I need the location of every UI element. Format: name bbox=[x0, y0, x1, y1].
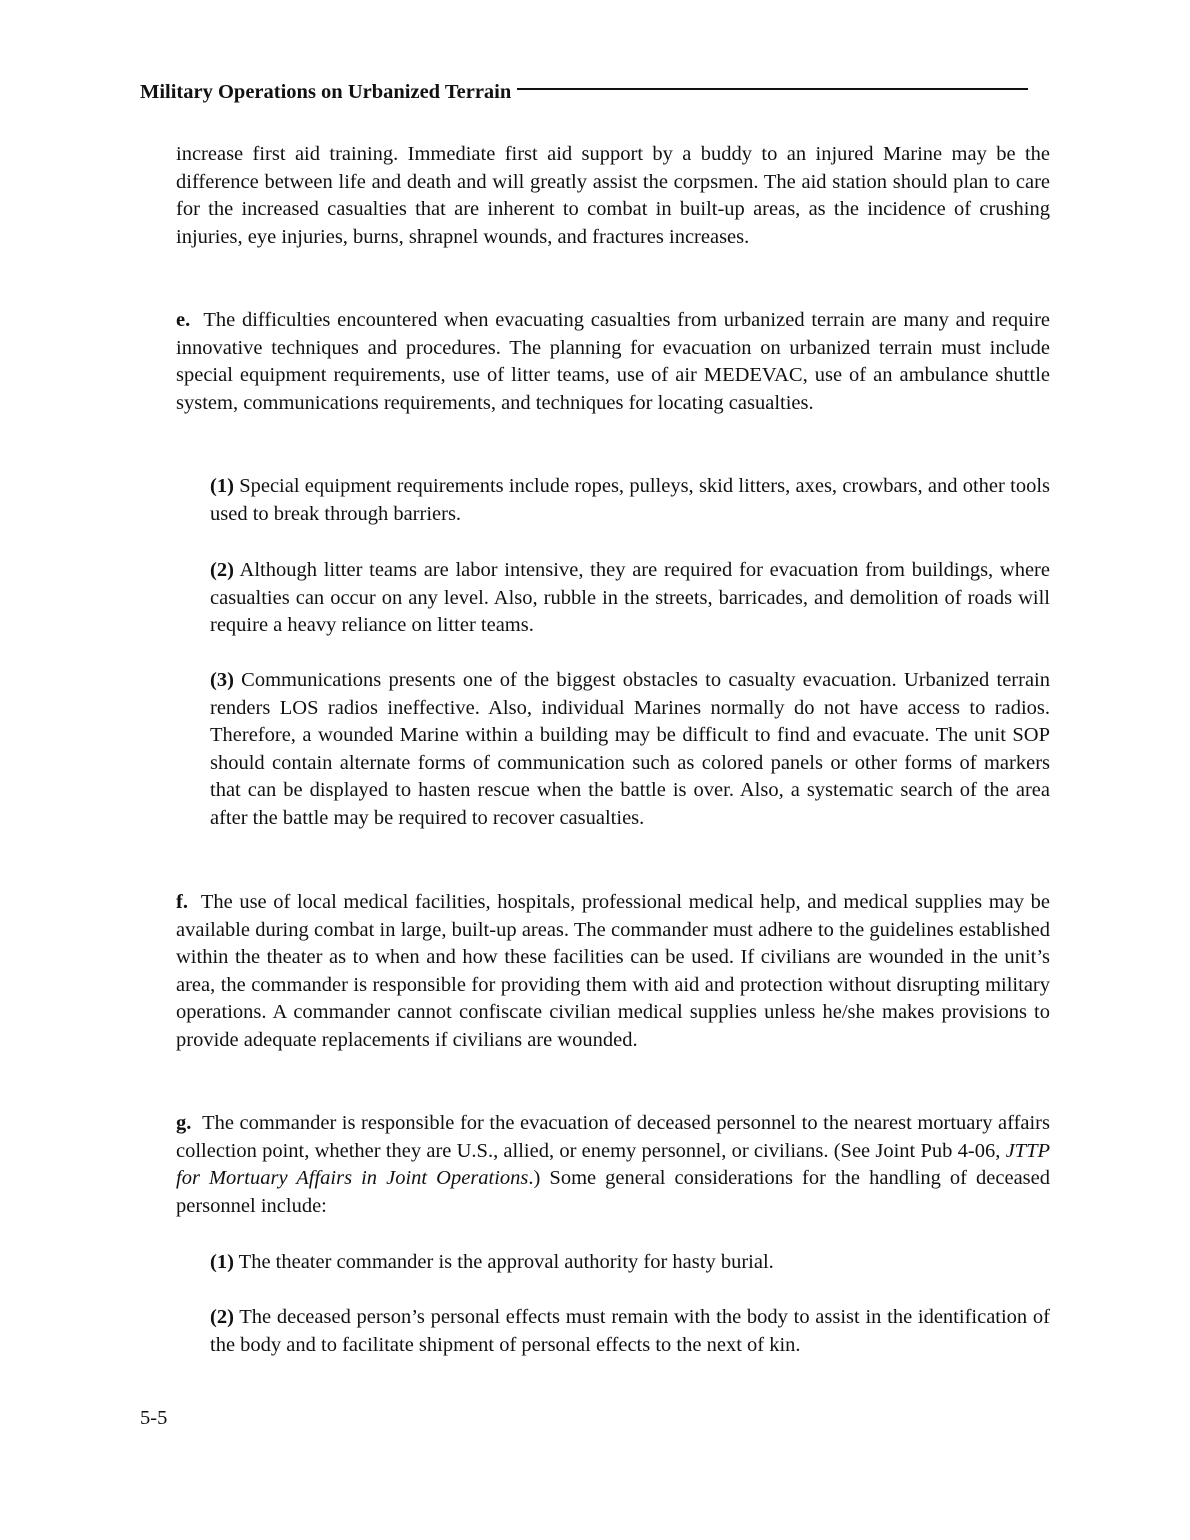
header-rule bbox=[517, 88, 1028, 90]
paragraph-g1 bbox=[210, 1249, 1050, 1277]
paragraph-g2-label: (2) bbox=[210, 1306, 234, 1328]
paragraph-f bbox=[176, 889, 1050, 1054]
paragraph-e3 bbox=[210, 667, 1050, 832]
paragraph-e2 bbox=[210, 557, 1050, 640]
paragraph-e-text: The difficulties encountered when evacuating casualties from urbanized terrain are many and require innovative techniques and procedures. The planning for evacuation on urbanized terrain must include special equipment requirements, use of litter teams, use of air MEDEVAC, use of an ambulance shuttle system, communications requirements, and techniques for locating casualties. bbox=[176, 309, 1050, 414]
paragraph-e2-text: Although litter teams are labor intensive, they are required for evacuation from buildings, where casualties can occur on any level. Also, rubble in the streets, barricades, and demolition of roads will require a heavy reliance on litter teams. bbox=[210, 559, 1050, 636]
paragraph-g-text-before: The commander is responsible for the evacuation of deceased personnel to the nearest mortuary affairs collection point, whether they are U.S., allied, or enemy personnel, or civilians. (See Joint Pub 4-06, bbox=[176, 1112, 1050, 1162]
paragraph-e1-text: Special equipment requirements include ropes, pulleys, skid litters, axes, crowbars, and other tools used to break through barriers. bbox=[210, 475, 1050, 525]
paragraph-e1 bbox=[210, 473, 1050, 528]
paragraph-f-text: The use of local medical facilities, hospitals, professional medical help, and medical supplies may be available during combat in large, built-up areas. The commander must adhere to the guidelines established within the theater as to when and how these facilities can be used. If civilians are wounded in the unit’s area, the commander is responsible for providing them with aid and protection without disrupting military operations. A commander cannot confiscate civilian medical supplies unless he/she makes provisions to provide adequate replacements if civilians are wounded. bbox=[176, 891, 1050, 1051]
paragraph-g1-text: The theater commander is the approval authority for hasty burial. bbox=[238, 1251, 774, 1273]
paragraph-e1-label: (1) bbox=[210, 475, 234, 497]
paragraph-f-label: f. bbox=[176, 891, 188, 913]
paragraph-intro bbox=[176, 141, 1050, 251]
paragraph-g2-text: The deceased person’s personal effects must remain with the body to assist in the identification of the body and to facilitate shipment of personal effects to the next of kin. bbox=[210, 1306, 1050, 1356]
paragraph-g-text-after: .) Some general considerations for the handling of deceased personnel include: bbox=[176, 1167, 1050, 1217]
paragraph-g-italic-title: JTTP for Mortuary Affairs in Joint Operations bbox=[176, 1139, 1051, 1189]
paragraph-intro-text: increase first aid training. Immediate first aid support by a buddy to an injured Marine may be the difference between life and death and will greatly assist the corpsmen. The aid station should plan to care for the increased casualties that are inherent to combat in built-up areas, as the incidence of crushing injuries, eye injuries, burns, shrapnel wounds, and fractures increases. bbox=[176, 143, 1050, 248]
paragraph-e2-label: (2) bbox=[210, 559, 234, 581]
paragraph-e bbox=[176, 307, 1050, 417]
paragraph-e-label: e. bbox=[176, 309, 191, 331]
paragraph-g bbox=[176, 1110, 1050, 1220]
paragraph-g2 bbox=[210, 1304, 1050, 1359]
header-title: Military Operations on Urbanized Terrain bbox=[140, 80, 512, 103]
paragraph-e3-label: (3) bbox=[210, 669, 234, 691]
page-number: 5-5 bbox=[140, 1407, 168, 1429]
running-header bbox=[140, 77, 1028, 107]
paragraph-g1-label: (1) bbox=[210, 1251, 234, 1273]
paragraph-e3-text: Communications presents one of the biggest obstacles to casualty evacuation. Urbanized terrain renders LOS radios ineffective. Also, individual Marines normally do not have access to radios. Therefore, a wounded Marine within a building may be difficult to find and evacuate. The unit SOP should contain alternate forms of communication such as colored panels or other forms of markers that can be displayed to hasten rescue when the battle is over. Also, a systematic search of the area after the battle may be required to recover casualties. bbox=[210, 669, 1050, 829]
paragraph-g-label: g. bbox=[176, 1112, 192, 1134]
